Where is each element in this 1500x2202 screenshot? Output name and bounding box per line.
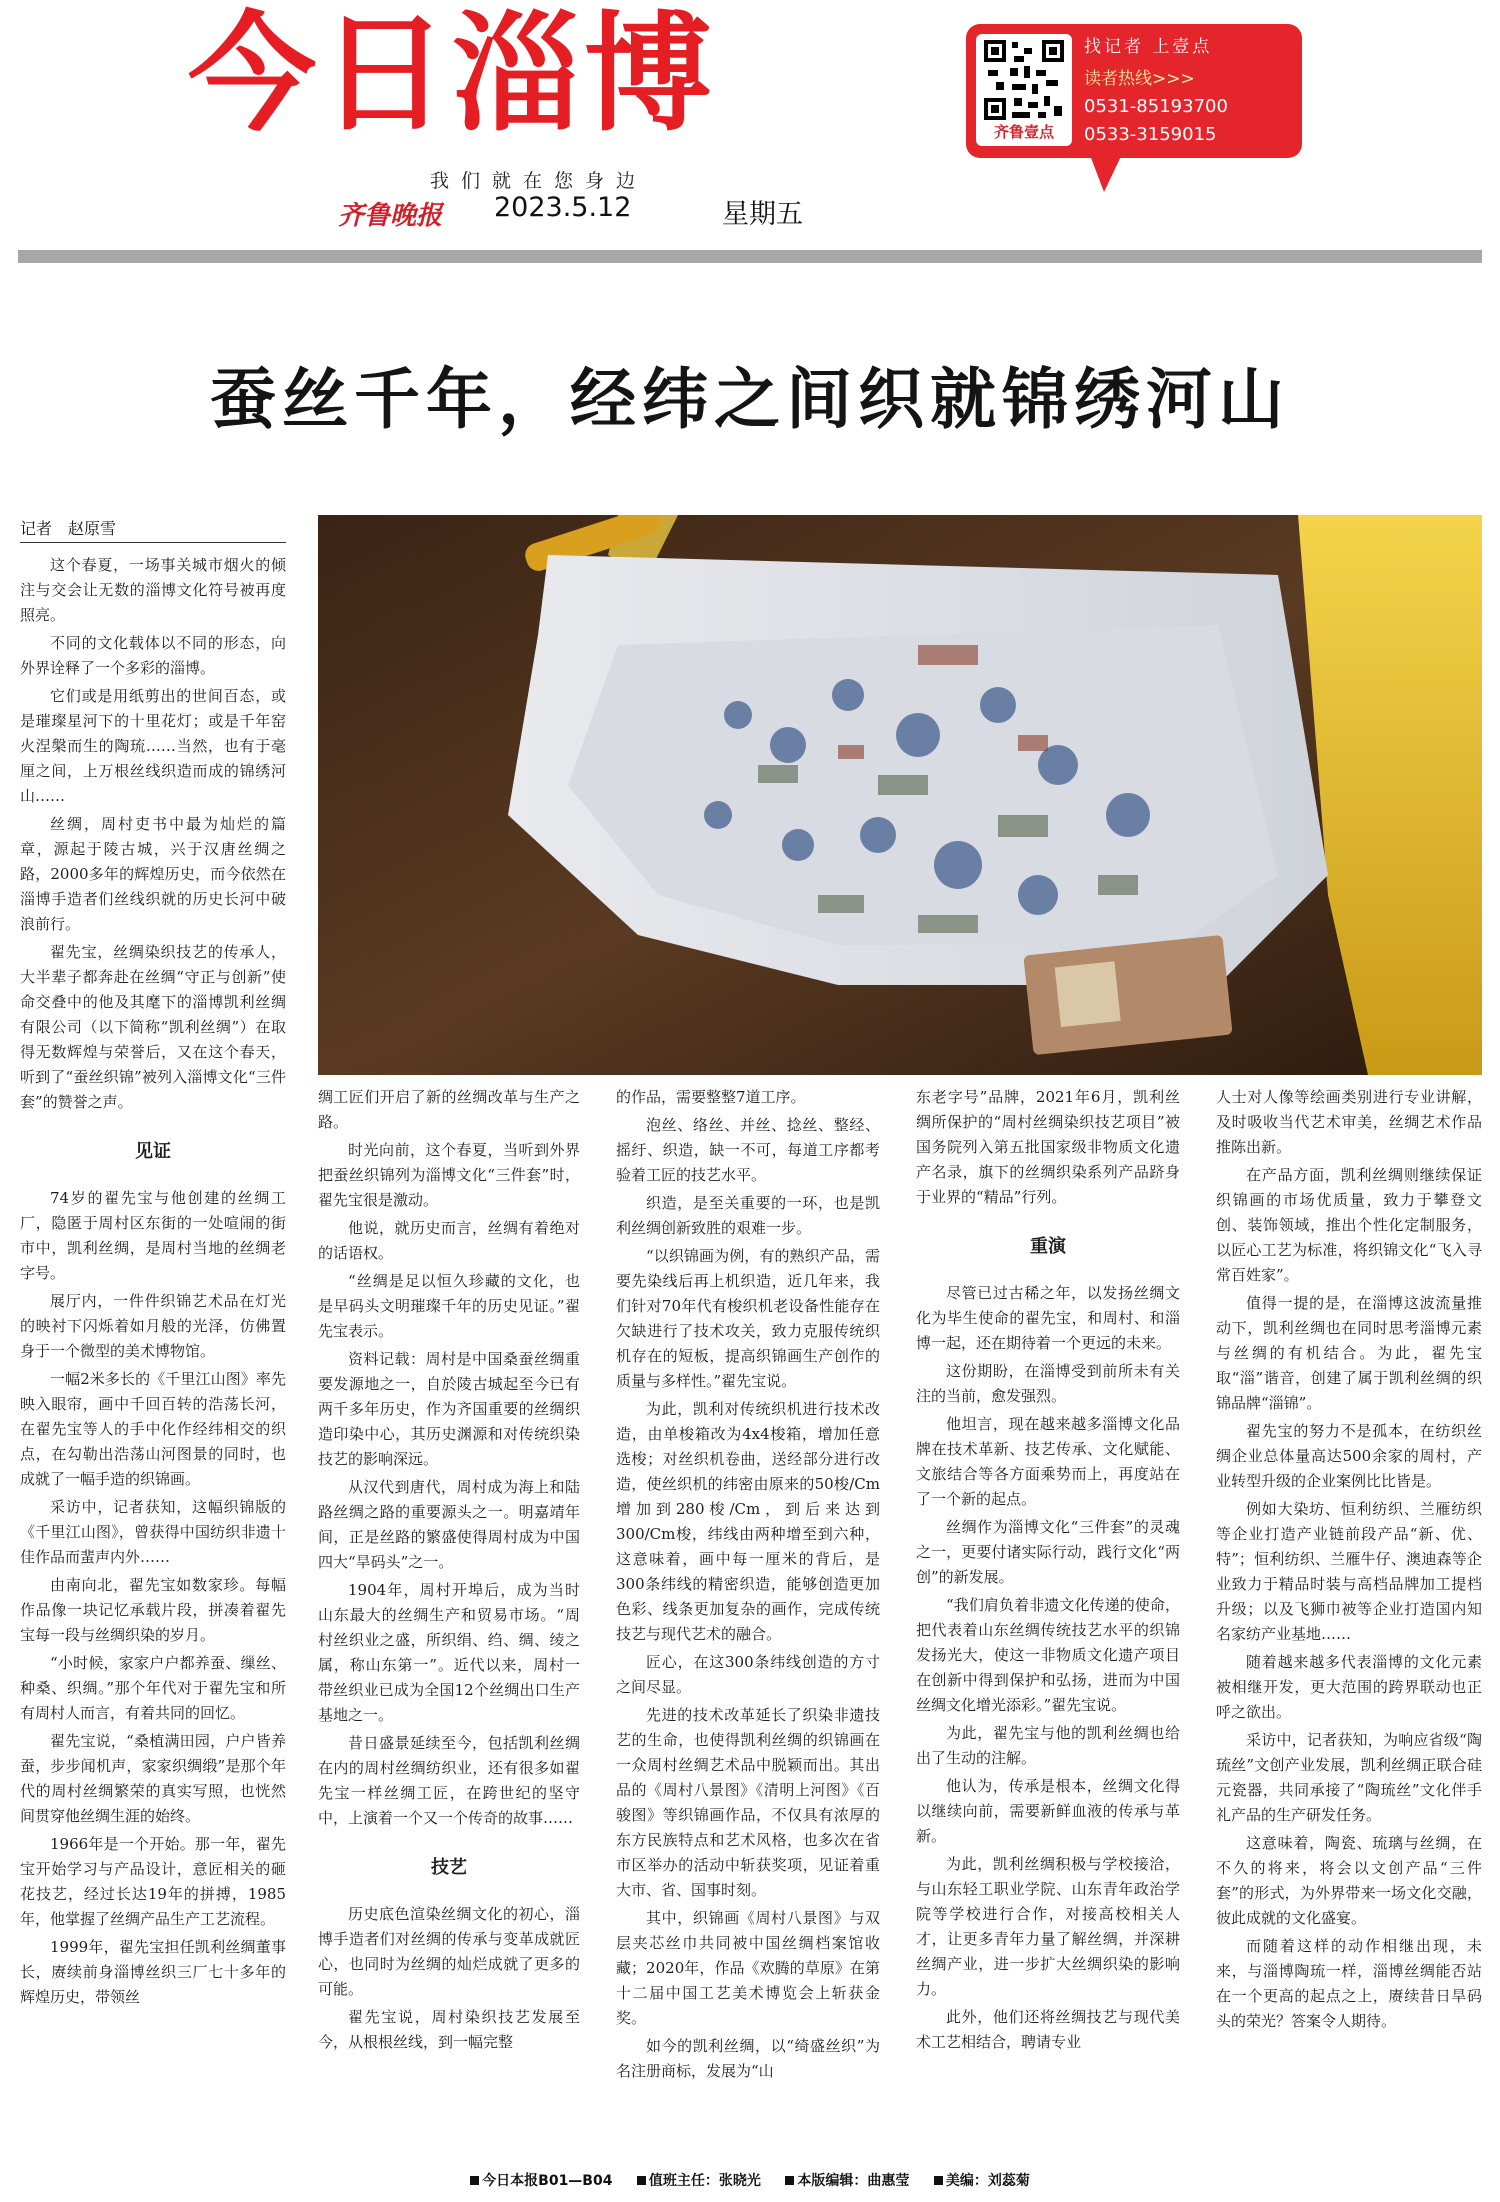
embroidery-scroll-photo [318, 515, 1482, 1075]
column-4 [916, 1085, 1180, 2058]
section-heading-revival: 重演 [1030, 1236, 1066, 1257]
paragraph: 例如大染坊、恒利纺织、兰雁纺织等企业打造产业链前段产品“新、优、特”；恒利纺织、兰雁牛仔、澳迪森等企业致力于精品时装与高档品牌加工提档升级；以及飞狮巾被等企业打造国内知名家纺产业基地…… [1216, 1500, 1482, 1643]
paragraph: 翟先宝说，周村染织技艺发展至今，从根根丝线，到一幅完整 [318, 2008, 580, 2051]
paragraph: 这个春夏，一场事关城市烟火的倾注与交会让无数的淄博文化符号被再度照亮。 [20, 556, 286, 624]
page-footer [0, 2170, 1500, 2190]
column-3 [616, 1085, 880, 2087]
footer-page-editor: 本版编辑：曲惠莹 [797, 2173, 910, 2189]
footer-item [637, 2173, 761, 2189]
bullet-square-icon [637, 2176, 646, 2185]
paragraph: 的作品，需要整整7道工序。 [616, 1088, 806, 1106]
paragraph: 翟先宝，丝绸染织技艺的传承人，大半辈子都奔赴在丝绸“守正与创新”使命交叠中的他及其麾下的淄博凯利丝绸有限公司（以下简称“凯利丝绸”）在取得无数辉煌与荣誉后，又在这个春天，听到了“蚕丝织锦”被列入淄博文化“三件套”的赞誉之声。 [20, 943, 286, 1111]
paragraph: 人士对人像等绘画类别进行专业讲解，及时吸收当代艺术审美，丝绸艺术作品推陈出新。 [1216, 1088, 1482, 1156]
paragraph: 74岁的翟先宝与他创建的丝绸工厂，隐匿于周村区东街的一处喧闹的街市中，凯利丝绸，是周村当地的丝绸老字号。 [20, 1189, 286, 1282]
footer-item [785, 2173, 909, 2189]
bullet-square-icon [785, 2176, 794, 2185]
hotline-phone-1: 0531-85193700 [1084, 96, 1228, 117]
paragraph: 这份期盼，在淄博受到前所未有关注的当前，愈发强烈。 [916, 1362, 1180, 1405]
issue-date: 2023.5.12 [494, 192, 632, 223]
publisher-brand: 齐鲁晚报 [338, 201, 443, 231]
paragraph: 为此，凯利对传统织机进行技术改造，由单梭箱改为4x4梭箱，增加任意选梭；对丝织机卷曲，送经部分进行改造，使丝织机的纬密由原来的50梭/Cm增加到280梭/Cm，到后来达到300/Cm梭，纬线由两种增至到六种，这意味着，画中每一厘米的背后，是300条纬线的精密织造，能够创造更加色彩、线条更加复杂的画作，完成传统技艺与现代艺术的融合。 [616, 1400, 880, 1643]
byline: 记者 赵原雪 [20, 519, 117, 538]
paragraph: 在产品方面，凯利丝绸则继续保证织锦画的市场优质量，致力于攀登文创、装饰领域，推出个性化定制服务，以匠心工艺为标准，将织锦文化“飞入寻常百姓家”。 [1216, 1166, 1482, 1284]
qr-code-graphic [984, 40, 1064, 120]
paragraph: 匠心，在这300条纬线创造的方寸之间尽显。 [616, 1653, 880, 1696]
paragraph: 它们或是用纸剪出的世间百态，或是璀璨星河下的十里花灯；或是千年窑火涅槃而生的陶琉……当然，也有于毫厘之间，上万根丝线织造而成的锦绣河山…… [20, 687, 286, 805]
qr-code-icon[interactable] [976, 34, 1072, 146]
paragraph: 1999年，翟先宝担任凯利丝绸董事长，赓续前身淄博丝织三厂七十多年的辉煌历史，带领丝 [20, 1938, 286, 2006]
paragraph: 东老字号”品牌，2021年6月，凯利丝绸所保护的“周村丝绸染织技艺项目”被国务院列入第五批国家级非物质文化遗产名录，旗下的丝绸织染系列产品跻身于业界的“精品”行列。 [916, 1088, 1180, 1206]
paragraph: 1904年，周村开埠后，成为当时山东最大的丝绸生产和贸易市场。“周村丝织业之盛，所织绢、绉、绸、绫之属，称山东第一”。近代以来，周村一带丝织业已成为全国12个丝绸出口生产基地之一。 [318, 1581, 580, 1724]
bullet-square-icon [470, 2176, 479, 2185]
footer-issue: 今日本报B01—B04 [482, 2173, 613, 2189]
paragraph: 他认为，传承是根本，丝绸文化得以继续向前，需要新鲜血液的传承与革新。 [916, 1777, 1180, 1845]
column-2 [318, 1085, 580, 2058]
paragraph: 一幅2米多长的《千里江山图》率先映入眼帘，画中千回百转的浩荡长河，在翟先宝等人的手中化作经纬相交的织点，在勾勒出浩荡山河图景的同时，也成就了一幅手造的织锦画。 [20, 1370, 286, 1488]
paragraph: 他说，就历史而言，丝绸有着绝对的话语权。 [318, 1219, 580, 1262]
paragraph: 由南向北，翟先宝如数家珍。每幅作品像一块记忆承载片段，拼凑着翟先宝每一段与丝绸织染的岁月。 [20, 1576, 286, 1644]
slogan: 我们就在您身边 [430, 170, 648, 192]
paragraph: 丝绸，周村吏书中最为灿烂的篇章，源起于陵古城，兴于汉唐丝绸之路，2000多年的辉煌历史，而今依然在淄博手造者们丝线织就的历史长河中破浪前行。 [20, 815, 286, 933]
paragraph: 采访中，记者获知，这幅织锦版的《千里江山图》，曾获得中国纺织非遗十佳作品而蜚声内外…… [20, 1498, 286, 1566]
qr-label: 齐鲁壹点 [993, 123, 1054, 141]
paragraph: 为此，翟先宝与他的凯利丝绸也给出了生动的注解。 [916, 1724, 1180, 1767]
paragraph: 如今的凯利丝绸，以“绮盛丝织”为名注册商标，发展为“山 [616, 2037, 880, 2080]
paragraph: 泡丝、络丝、并丝、捻丝、整经、摇纡、织造，缺一不可，每道工序都考验着工匠的技艺水平。 [616, 1116, 880, 1184]
paragraph: 丝绸作为淄博文化“三件套”的灵魂之一，更要付诸实际行动，践行文化“两创”的新发展。 [916, 1518, 1180, 1586]
column-5 [1216, 1085, 1482, 2037]
section-heading-witness: 见证 [135, 1141, 171, 1162]
paragraph: 翟先宝的努力不是孤本，在纺织丝绸企业总体量高达500余家的周村，产业转型升级的企业案例比比皆是。 [1216, 1422, 1482, 1490]
issue-weekday: 星期五 [722, 199, 803, 230]
paragraph: 先进的技术改革延长了织染非遗技艺的生命，也使得凯利丝绸的织锦画在一众周村丝绸艺术品中脱颖而出。其出品的《周村八景图》《清明上河图》《百骏图》等织锦画作品，不仅具有浓厚的东方民族特点和艺术风格，也多次在省市区举办的活动中斩获奖项，见证着重大市、省、国事时刻。 [616, 1706, 880, 1899]
paragraph: “以织锦画为例，有的熟织产品，需要先染线后再上机织造，近几年来，我们针对70年代有梭织机老设备性能存在欠缺进行了技术攻关，致力克服传统织机存在的短板，提高织锦画生产创作的质量与多样性。”翟先宝说。 [616, 1247, 880, 1390]
speech-bubble-tail [1088, 150, 1124, 192]
hotline-label: 读者热线>>> [1084, 69, 1195, 89]
masthead-rule [18, 250, 1482, 263]
footer-duty-editor: 值班主任：张晓光 [648, 2173, 761, 2189]
paragraph: 1966年是一个开始。那一年，翟先宝开始学习与产品设计，意匠相关的砸花技艺，经过长达19年的拼搏，1985年，他掌握了丝绸产品生产工艺流程。 [20, 1835, 286, 1928]
paragraph: 绸工匠们开启了新的丝绸改革与生产之路。 [318, 1088, 580, 1131]
paragraph: 值得一提的是，在淄博这波流量推动下，凯利丝绸也在同时思考淄博元素与丝绸的有机结合。为此，翟先宝取“淄”谐音，创建了属于凯利丝绸的织锦品牌“淄锦”。 [1216, 1294, 1482, 1412]
paragraph: 资料记载：周村是中国桑蚕丝绸重要发源地之一，自於陵古城起至今已有两千多年历史，作为齐国重要的丝绸织造印染中心，其历史渊源和对传统织染技艺的影响深远。 [318, 1350, 580, 1468]
masthead [0, 0, 1500, 262]
paragraph: 采访中，记者获知，为响应省级“陶琉丝”文创产业发展，凯利丝绸正联合硅元瓷器，共同承接了“陶琉丝”文化伴手礼产品的生产研发任务。 [1216, 1731, 1482, 1824]
newspaper-title: 今日淄博 [188, 0, 717, 149]
paragraph: 他坦言，现在越来越多淄博文化品牌在技术革新、技艺传承、文化赋能、文旅结合等各方面乘势而上，再度站在了一个新的起点。 [916, 1415, 1180, 1508]
paragraph: 织造，是至关重要的一环，也是凯利丝绸创新致胜的艰难一步。 [616, 1194, 880, 1237]
paragraph: 昔日盛景延续至今，包括凯利丝绸在内的周村丝绸纺织业，还有很多如翟先宝一样丝绸工匠，在跨世纪的坚守中，上演着一个又一个传奇的故事…… [318, 1734, 580, 1827]
promo-slogan: 找记者 上壹点 [1084, 37, 1213, 57]
footer-item [934, 2173, 1030, 2189]
bullet-square-icon [934, 2176, 943, 2185]
article-headline: 蚕丝千年，经纬之间织就锦绣河山 [210, 360, 1290, 438]
paragraph: 从汉代到唐代，周村成为海上和陆路丝绸之路的重要源头之一。明嘉靖年间，正是丝路的繁盛使得周村成为中国四大“旱码头”之一。 [318, 1478, 580, 1571]
paragraph: 历史底色渲染丝绸文化的初心，淄博手造者们对丝绸的传承与变革成就匠心，也同时为丝绸的灿烂成就了更多的可能。 [318, 1905, 580, 1998]
footer-art-editor: 美编：刘蕊菊 [945, 2173, 1030, 2189]
paragraph: “丝绸是足以恒久珍藏的文化，也是早码头文明璀璨千年的历史见证。”翟先宝表示。 [318, 1272, 580, 1340]
paragraph: 时光向前，这个春夏，当听到外界把蚕丝织锦列为淄博文化“三件套”时，翟先宝很是激动。 [318, 1141, 580, 1209]
hotline-phone-2: 0533-3159015 [1084, 124, 1217, 145]
section-heading-craft: 技艺 [431, 1857, 467, 1878]
column-1-top [20, 553, 286, 2013]
paragraph: 翟先宝说，“桑植满田园，户户皆养蚕，步步闻机声，家家织绸缎”是那个年代的周村丝绸繁荣的真实写照，也恍然间贯穿他丝绸生涯的始终。 [20, 1732, 286, 1825]
paragraph: 为此，凯利丝绸积极与学校接洽，与山东轻工职业学院、山东青年政治学院等学校进行合作，对接高校相关人才，让更多青年力量了解丝绸，并深耕丝绸产业，进一步扩大丝绸织染的影响力。 [916, 1855, 1180, 1998]
photo-illustration [318, 515, 1482, 1075]
paragraph: 而随着这样的动作相继出现，未来，与淄博陶琉一样，淄博丝绸能否站在一个更高的起点之上，赓续昔日旱码头的荣光？答案令人期待。 [1216, 1937, 1482, 2030]
paragraph: “小时候，家家户户都养蚕、缫丝、种桑、织绸。”那个年代对于翟先宝和所有周村人而言，有着共同的回忆。 [20, 1654, 286, 1722]
paragraph: 不同的文化载体以不同的形态，向外界诠释了一个多彩的淄博。 [20, 634, 286, 677]
byline-divider [20, 542, 286, 543]
reader-hotline-box [966, 24, 1302, 158]
paragraph: “我们肩负着非遗文化传递的使命，把代表着山东丝绸传统技艺水平的织锦发扬光大，使这一非物质文化遗产项目在创新中得到保护和弘扬，进而为中国丝绸文化增光添彩。”翟先宝说。 [916, 1596, 1180, 1714]
paragraph: 尽管已过古稀之年，以发扬丝绸文化为毕生使命的翟先宝，和周村、和淄博一起，还在期待着一个更远的未来。 [916, 1284, 1180, 1352]
paragraph: 展厅内，一件件织锦艺术品在灯光的映衬下闪烁着如月般的光泽，仿佛置身于一个微型的美术博物馆。 [20, 1292, 286, 1360]
paragraph: 其中，织锦画《周村八景图》与双层夹芯丝巾共同被中国丝绸档案馆收藏；2020年，作品《欢腾的草原》在第十二届中国工艺美术博览会上斩获金奖。 [616, 1909, 880, 2027]
paragraph: 此外，他们还将丝绸技艺与现代美术工艺相结合，聘请专业 [916, 2008, 1180, 2051]
paragraph: 随着越来越多代表淄博的文化元素被相继开发，更大范围的跨界联动也正呼之欲出。 [1216, 1653, 1482, 1721]
paragraph: 这意味着，陶瓷、琉璃与丝绸，在不久的将来，将会以文创产品“三件套”的形式，为外界带来一场文化交融，彼此成就的文化盛宴。 [1216, 1834, 1482, 1927]
footer-item [470, 2173, 612, 2189]
